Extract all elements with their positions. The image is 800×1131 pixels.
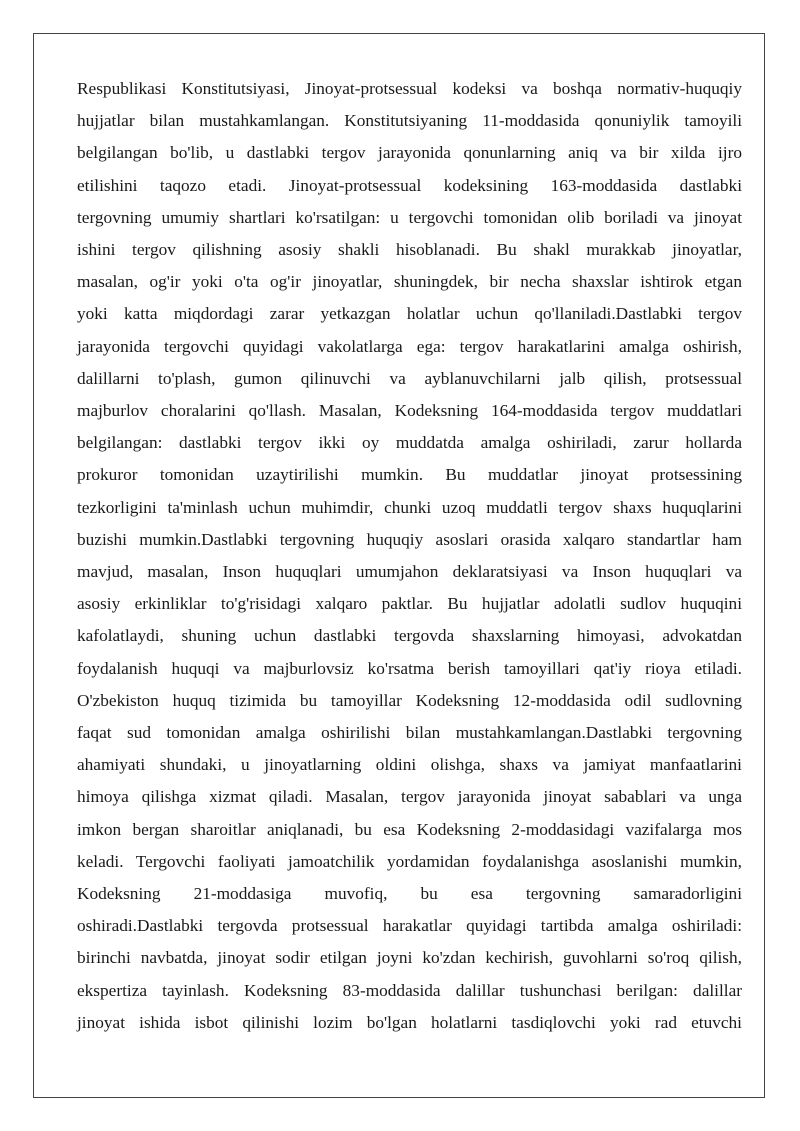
text-line: O'zbekiston huquq tizimida bu tamoyillar Kodeksning 12-moddasida odil sudlovning: [77, 690, 742, 710]
text-line: keladi. Tergovchi faoliyati jamoatchilik yordamidan foydalanishga asoslanishi mumkin,: [77, 851, 742, 871]
text-line: asosiy erkinliklar to'g'risidagi xalqaro paktlar. Bu hujjatlar adolatli sudlov huquqini: [77, 594, 742, 614]
text-line: belgilangan bo'lib, u dastlabki tergov jarayonida qonunlarning aniq va bir xilda ijro: [77, 143, 742, 163]
text-line: jarayonida tergovchi quyidagi vakolatlarga ega: tergov harakatlarini amalga oshirish,: [77, 336, 742, 356]
text-line: tergovning umumiy shartlari ko'rsatilgan: u tergovchi tomonidan olib boriladi va jinoyat: [77, 207, 742, 227]
text-line: yoki katta miqdordagi zarar yetkazgan holatlar uchun qo'llaniladi.Dastlabki tergov: [77, 304, 742, 324]
text-line: birinchi navbatda, jinoyat sodir etilgan joyni ko'zdan kechirish, guvohlarni so'roq qilish,: [77, 948, 742, 968]
text-line: etilishini taqozo etadi. Jinoyat-protsessual kodeksining 163-moddasida dastlabki: [77, 175, 742, 195]
text-line: belgilangan: dastlabki tergov ikki oy muddatda amalga oshiriladi, zarur hollarda: [77, 433, 742, 453]
text-line: kafolatlaydi, shuning uchun dastlabki tergovda shaxslarning himoyasi, advokatdan: [77, 626, 742, 646]
text-line: Kodeksning 21-moddasiga muvofiq, bu esa tergovning samaradorligini: [77, 884, 742, 904]
text-line: tezkorligini ta'minlash uchun muhimdir, chunki uzoq muddatli tergov shaxs huquqlarini: [77, 497, 742, 517]
text-line: mavjud, masalan, Inson huquqlari umumjahon deklaratsiyasi va Inson huquqlari va: [77, 562, 742, 582]
text-line: oshiradi.Dastlabki tergovda protsessual harakatlar quyidagi tartibda amalga oshiriladi:: [77, 916, 742, 936]
text-line: faqat sud tomonidan amalga oshirilishi bilan mustahkamlangan.Dastlabki tergovning: [77, 723, 742, 743]
text-line: masalan, og'ir yoki o'ta og'ir jinoyatlar, shuningdek, bir necha shaxslar ishtirok etgan: [77, 272, 742, 292]
text-line: dalillarni to'plash, gumon qilinuvchi va ayblanuvchilarni jalb qilish, protsessual: [77, 368, 742, 388]
text-line: ishini tergov qilishning asosiy shakli hisoblanadi. Bu shakl murakkab jinoyatlar,: [77, 240, 742, 260]
text-line: hujjatlar bilan mustahkamlangan. Konstitutsiyaning 11-moddasida qonuniylik tamoyili: [77, 111, 742, 131]
text-line: himoya qilishga xizmat qiladi. Masalan, tergov jarayonida jinoyat sabablari va unga: [77, 787, 742, 807]
text-line: jinoyat ishida isbot qilinishi lozim bo'lgan holatlarni tasdiqlovchi yoki rad etuvchi: [77, 1012, 742, 1032]
text-line: ahamiyati shundaki, u jinoyatlarning oldini olishga, shaxs va jamiyat manfaatlarini: [77, 755, 742, 775]
text-line: majburlov choralarini qo'llash. Masalan, Kodeksning 164-moddasida tergov muddatlari: [77, 401, 742, 421]
text-line: foydalanish huquqi va majburlovsiz ko'rsatma berish tamoyillari qat'iy rioya etiladi.: [77, 658, 742, 678]
text-line: prokuror tomonidan uzaytirilishi mumkin. Bu muddatlar jinoyat protsessining: [77, 465, 742, 485]
document-text: [77, 73, 742, 1039]
text-line: imkon bergan sharoitlar aniqlanadi, bu esa Kodeksning 2-moddasidagi vazifalarga mos: [77, 819, 742, 839]
text-line: ekspertiza tayinlash. Kodeksning 83-moddasida dalillar tushunchasi berilgan: dalillar: [77, 980, 742, 1000]
text-line: buzishi mumkin.Dastlabki tergovning huquqiy asoslari orasida xalqaro standartlar ham: [77, 529, 742, 549]
text-line: Respublikasi Konstitutsiyasi, Jinoyat-protsessual kodeksi va boshqa normativ-huquqiy: [77, 79, 742, 98]
